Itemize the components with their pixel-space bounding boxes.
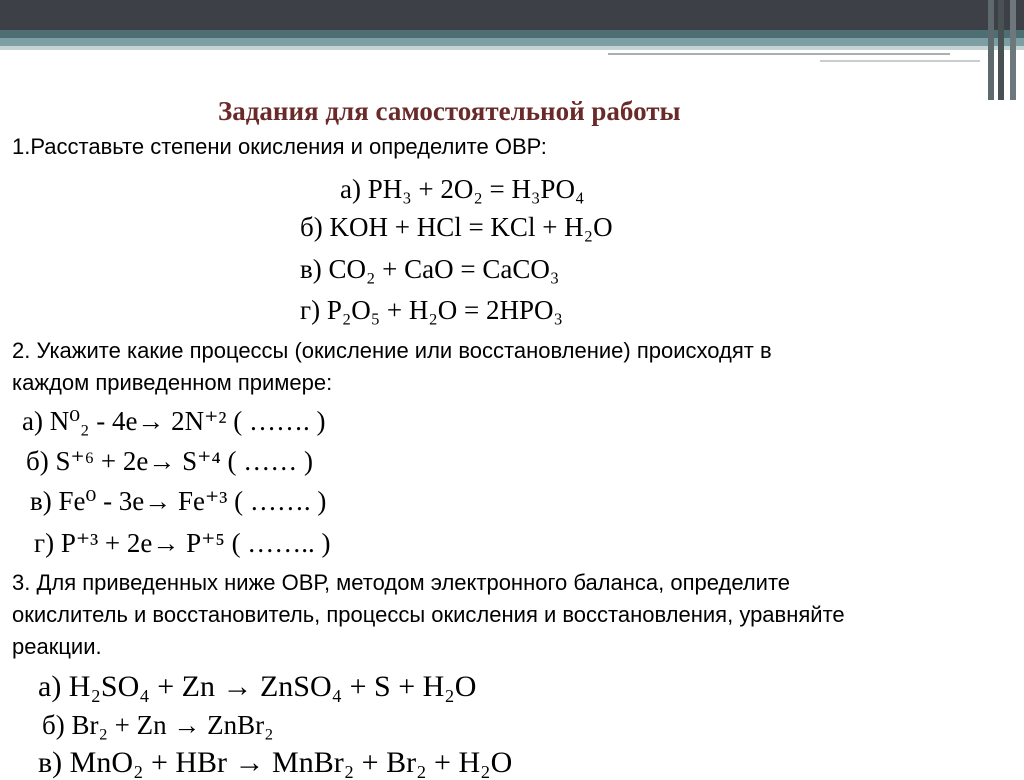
page-title: Задания для самостоятельной работы <box>218 96 681 126</box>
task1-heading: 1.Расставьте степени окисления и определите ОВР: <box>12 134 547 159</box>
task3-heading: окислитель и восстановитель, процессы окисления и восстановления, уравняйте <box>12 602 845 627</box>
task2-heading: 2. Укажите какие процессы (окисление или восстановление) происходят в <box>12 338 772 363</box>
header-bar <box>0 0 1024 30</box>
task3-heading: 3. Для приведенных ниже ОВР, методом электронного баланса, определите <box>12 570 791 595</box>
decorative-strip <box>1010 0 1016 100</box>
decorative-strip <box>998 0 1004 100</box>
task2-heading: каждом приведенном примере: <box>12 370 333 395</box>
header-stripe <box>0 30 1024 38</box>
decorative-strip <box>988 0 994 100</box>
task1-equation: в) CO₂ + CaO = CaCO₃ <box>300 254 560 284</box>
task2-item: б) S⁺⁶ + 2e→ S⁺⁴ ( …… ) <box>26 446 314 476</box>
task1-equation: а) PH₃ + 2O₂ = H₃PO₄ <box>340 174 585 204</box>
decorative-line <box>608 53 950 55</box>
task2-item: г) P⁺³ + 2e→ P⁺⁵ ( …….. ) <box>34 528 331 558</box>
task1-equation: г) P₂O₅ + H₂O = 2HPO₃ <box>300 295 563 325</box>
task2-item: а) N⁰₂ - 4e→ 2N⁺² ( ……. ) <box>22 406 326 436</box>
header-stripe <box>0 38 1024 46</box>
task3-equation: а) H₂SO₄ + Zn → ZnSO₄ + S + H₂O <box>38 670 477 703</box>
task3-equation: в) MnO₂ + HBr → MnBr₂ + Br₂ + H₂O <box>38 746 513 779</box>
task3-equation: б) Br₂ + Zn → ZnBr₂ <box>42 710 274 740</box>
header-stripe <box>0 46 1024 50</box>
task1-equation: б) KOH + HCl = KCl + H₂O <box>300 212 613 242</box>
task3-heading: реакции. <box>12 634 102 659</box>
decorative-line <box>820 60 980 62</box>
task2-item: в) Fe⁰ - 3e→ Fe⁺³ ( ……. ) <box>30 486 327 516</box>
